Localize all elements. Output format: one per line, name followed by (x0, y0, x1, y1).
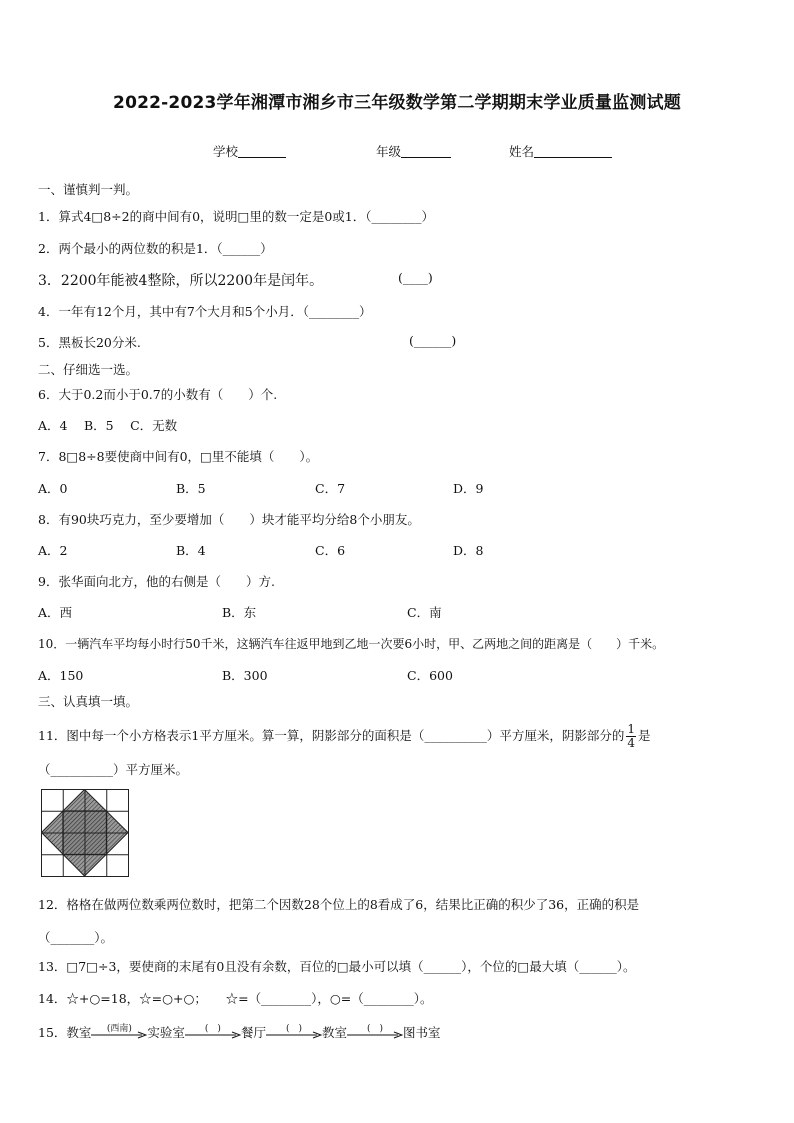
shaded-square-grid-figure (41, 789, 129, 877)
direction-arrow-1 (91, 1023, 147, 1042)
question-11-continued: （__________）平方厘米。 (38, 762, 189, 777)
question-7-option-c[interactable]: C．7 (315, 481, 346, 496)
direction-arrow-2 (185, 1023, 241, 1042)
place-classroom-2: 教室 (321, 1025, 347, 1040)
question-5: 5．黑板长20分米. (38, 335, 141, 350)
question-8-option-d[interactable]: D．8 (453, 543, 484, 558)
place-library: 图书室 (402, 1025, 441, 1040)
question-10: 10．一辆汽车平均每小时行50千米，这辆汽车往返甲地到乙地一次要6小时，甲、乙两地之间的距离是（ ）千米。 (38, 637, 665, 651)
question-10-option-c[interactable]: C．600 (407, 668, 453, 683)
question-13: 13．□7□÷3，要使商的末尾有0且没有余数，百位的□最小可以填（______），个位的□最大填（______）。 (38, 959, 636, 974)
question-3: 3．2200年能被4整除，所以2200年是闰年。 (38, 273, 324, 289)
section-3-heading: 三、认真填一填。 (38, 694, 139, 709)
question-10-option-b[interactable]: B．300 (222, 668, 268, 683)
name-field (509, 142, 612, 160)
question-15-number: 15． (38, 1025, 67, 1040)
question-14: 14．☆+○=18，☆=○+○； ☆=（________），○=（________）。 (38, 991, 433, 1006)
direction-label-2: ( ) (204, 1023, 221, 1034)
question-9-option-a[interactable]: A．西 (38, 605, 73, 620)
name-blank[interactable] (534, 145, 612, 158)
arrow-icon (185, 1031, 241, 1039)
question-1: 1．算式4□8÷2的商中间有0，说明□里的数一定是0或1．（________） (38, 209, 435, 224)
fraction-denominator: 4 (627, 736, 636, 750)
grid-lines (42, 790, 129, 877)
place-canteen: 餐厅 (240, 1025, 266, 1040)
question-4: 4．一年有12个月，其中有7个大月和5个小月．（________） (38, 304, 372, 319)
question-10-option-a[interactable]: A．150 (38, 668, 84, 683)
grade-blank[interactable] (401, 145, 451, 158)
question-2: 2．两个最小的两位数的积是1．（______） (38, 241, 273, 256)
question-7: 7．8□8÷8要使商中间有0，□里不能填（ ）。 (38, 449, 319, 464)
section-1-heading: 一、谨慎判一判。 (38, 182, 139, 197)
question-8-option-b[interactable]: B．4 (176, 543, 206, 558)
question-11-text: 11．图中每一个小方格表示1平方厘米。算一算，阴影部分的面积是（__________）平方厘米，阴影部分的 (38, 728, 625, 743)
question-8-option-c[interactable]: C．6 (315, 543, 346, 558)
question-8: 8．有90块巧克力，至少要增加（ ）块才能平均分给8个小朋友。 (38, 512, 420, 527)
fraction-one-quarter (626, 723, 636, 750)
direction-arrow-4 (347, 1023, 403, 1042)
grade-field (376, 142, 451, 160)
question-9: 9．张华面向北方，他的右侧是（ ）方. (38, 574, 275, 589)
question-7-option-b[interactable]: B．5 (176, 481, 206, 496)
question-12: 12．格格在做两位数乘两位数时，把第二个因数28个位上的8看成了6，结果比正确的积少了36，正确的积是 (38, 897, 640, 912)
question-8-option-a[interactable]: A．2 (38, 543, 68, 558)
arrow-icon (91, 1031, 147, 1039)
fraction-numerator: 1 (627, 722, 636, 736)
direction-label-1: (西南) (106, 1023, 132, 1034)
question-12-continued: （_______）。 (38, 930, 114, 945)
page-title: 2022-2023学年湘潭市湘乡市三年级数学第二学期期末学业质量监测试题 (113, 93, 681, 113)
question-9-option-c[interactable]: C．南 (407, 605, 442, 620)
place-classroom-1: 教室 (66, 1025, 92, 1040)
question-7-option-d[interactable]: D．9 (453, 481, 484, 496)
question-3-answer-blank: (____) (398, 270, 433, 285)
question-9-option-b[interactable]: B．东 (222, 605, 257, 620)
question-11-text-end: 是 (638, 728, 651, 743)
arrow-icon (347, 1031, 403, 1039)
question-11 (38, 723, 651, 750)
question-15 (38, 1023, 440, 1042)
question-6-options: A．4 B．5 C．无数 (38, 418, 178, 433)
school-label: 学校 (213, 144, 239, 159)
direction-label-3: ( ) (285, 1023, 302, 1034)
name-label: 姓名 (509, 144, 535, 159)
direction-arrow-3 (266, 1023, 322, 1042)
school-field (213, 142, 286, 160)
question-5-answer-blank: (______) (409, 333, 457, 348)
arrow-icon (266, 1031, 322, 1039)
direction-label-4: ( ) (366, 1023, 383, 1034)
place-lab: 实验室 (147, 1025, 185, 1040)
school-blank[interactable] (238, 145, 286, 158)
grade-label: 年级 (376, 144, 402, 159)
question-7-option-a[interactable]: A．0 (38, 481, 68, 496)
question-6: 6．大于0.2而小于0.7的小数有（ ）个. (38, 387, 278, 402)
section-2-heading: 二、仔细选一选。 (38, 362, 139, 377)
